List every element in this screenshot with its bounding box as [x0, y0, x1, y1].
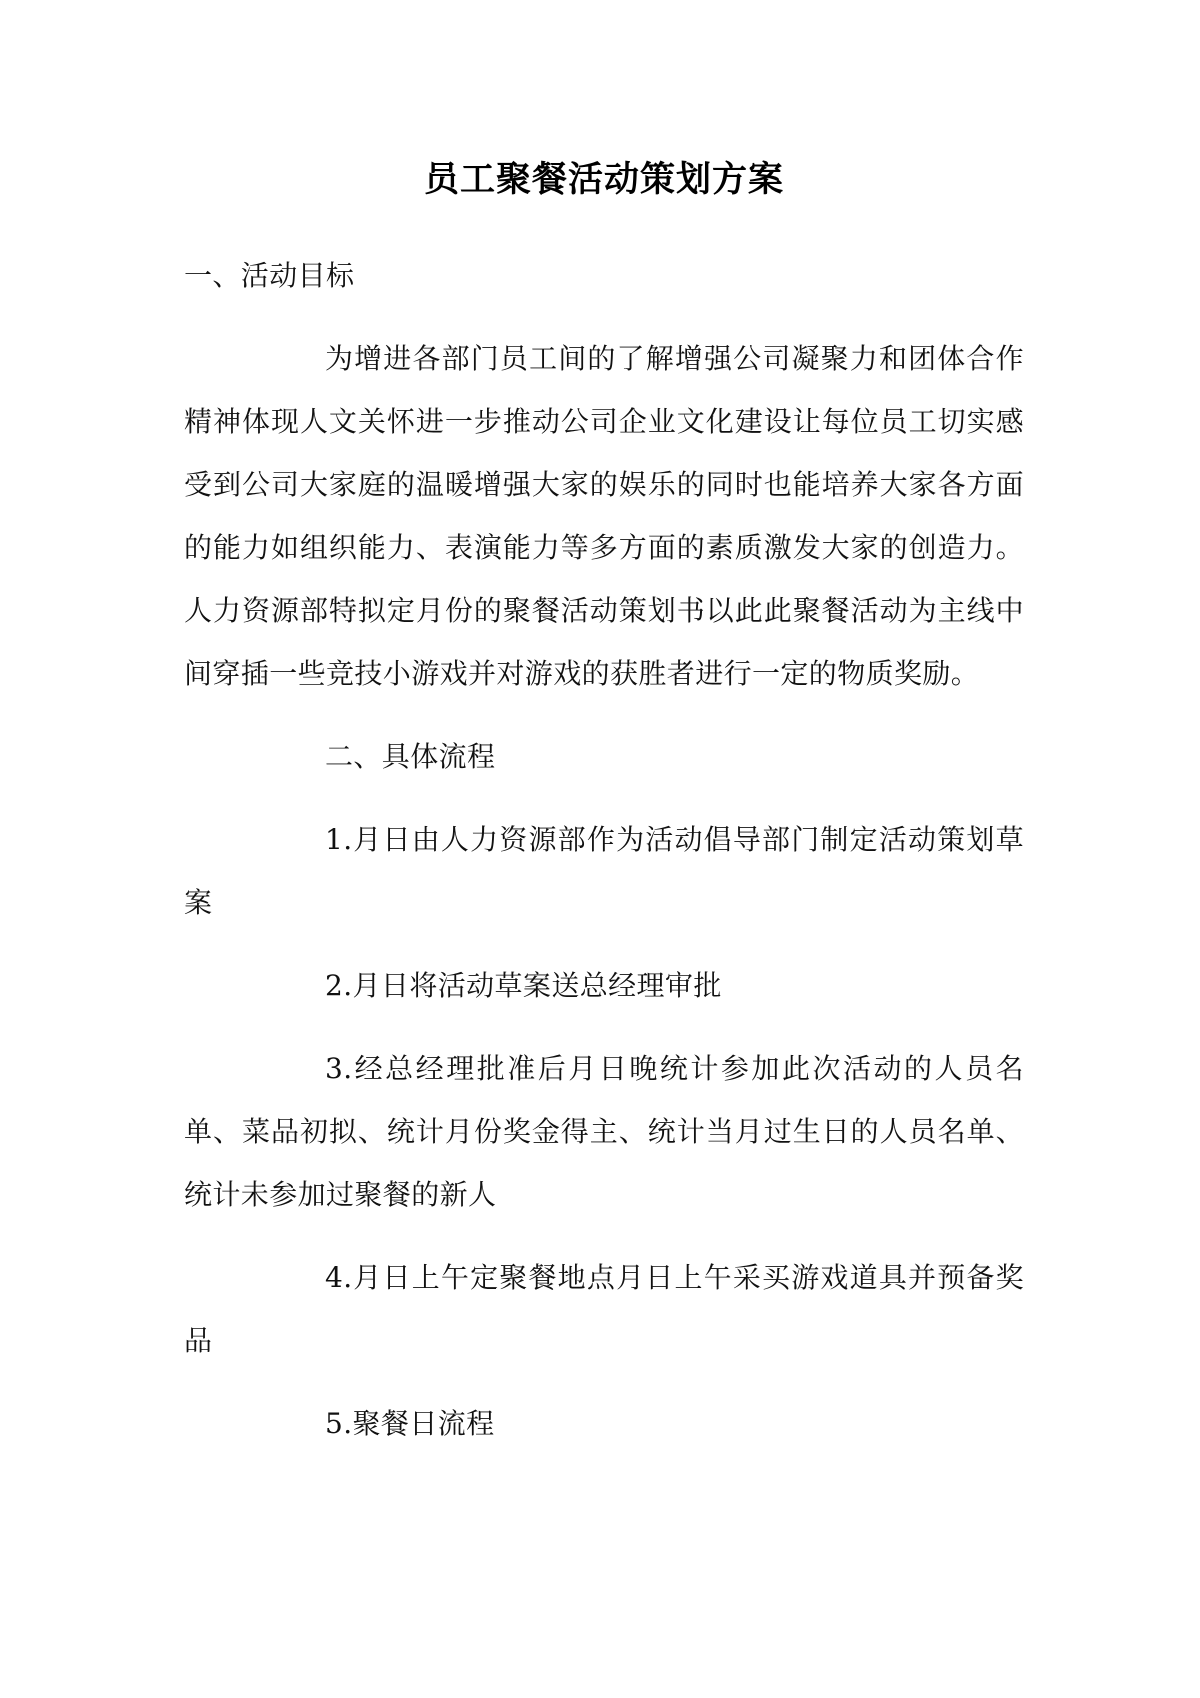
section-heading-process: 二、具体流程	[325, 740, 496, 773]
process-step-1: 1.月日由人力资源部作为活动倡导部门制定活动策划草案	[184, 823, 1024, 919]
document-title: 员工聚餐活动策划方案	[423, 160, 784, 200]
process-step-2: 2.月日将活动草案送总经理审批	[325, 969, 722, 1002]
document-content	[184, 150, 1024, 1455]
process-step-5: 5.聚餐日流程	[325, 1407, 495, 1440]
goals-paragraph: 为增进各部门员工间的了解增强公司凝聚力和团体合作精神体现人文关怀进一步推动公司企业文化建设让每位员工切实感受到公司大家庭的温暖增强大家的娱乐的同时也能培养大家各方面的能力如组织能力、表演能力等多方面的素质激发大家的创造力。人力资源部特拟定月份的聚餐活动策划书以此此聚餐活动为主线中间穿插一些竞技小游戏并对游戏的获胜者进行一定的物质奖励。	[184, 342, 1024, 690]
process-step-3: 3.经总经理批准后月日晚统计参加此次活动的人员名单、菜品初拟、统计月份奖金得主、统计当月过生日的人员名单、统计未参加过聚餐的新人	[184, 1052, 1024, 1211]
section-heading-goals: 一、活动目标	[184, 259, 355, 292]
process-step-4: 4.月日上午定聚餐地点月日上午采买游戏道具并预备奖品	[184, 1261, 1024, 1357]
